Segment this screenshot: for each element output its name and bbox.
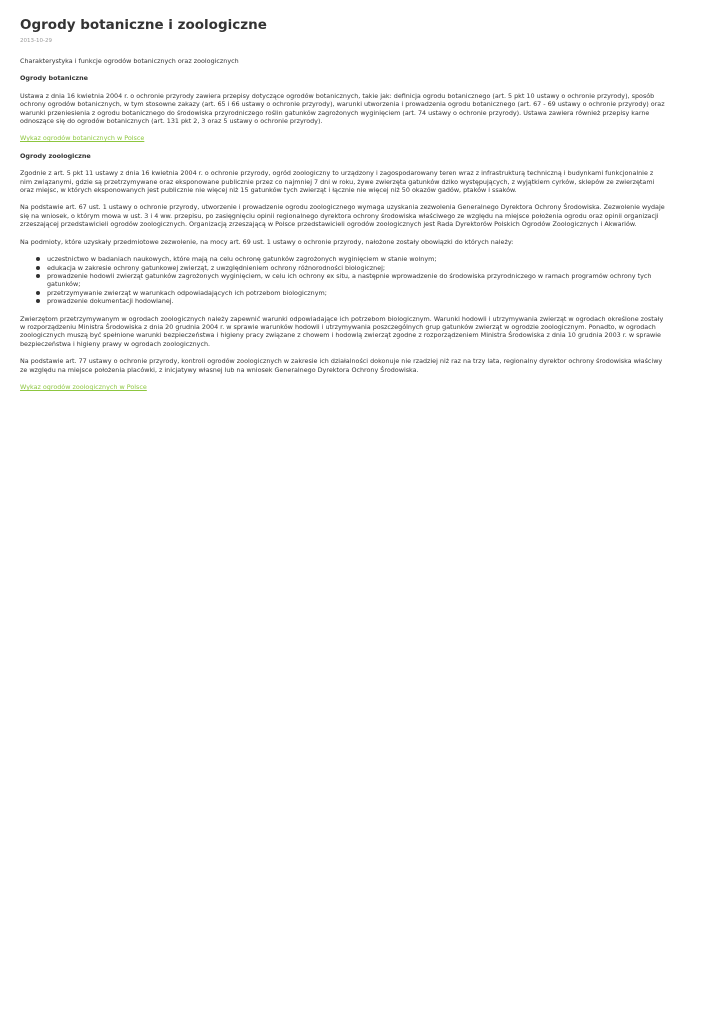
zoological-paragraph-4: Zwierzętom przetrzymywanym w ogrodach zoologicznych należy zapewnić warunki odpowiadające ich potrzebom biologicznym. Warunki hodowli i utrzymywania zwierząt w ogrodach określone zostały w rozporządzeniu Ministra Środowiska z dnia 20 grudnia 2004 r. w sprawie warunków hodowli i utrzymywania poszczególnych grup gatunków zwierząt w ogrodzie zoologicznym. Ponadto, w ogrodach zoologicznych muszą być spełnione warunki bezpieczeństwa i higieny pracy związane z chowem i hodowlą zwierząt zgodne z rozporządzeniem Ministra Środowiska z dnia 10 grudnia 2003 r. w sprawie bezpieczeństwa i higieny prawy w ogrodach zoologicznych. [20,314,664,348]
zoological-gardens-list-link[interactable]: Wykaz ogrodów zoologicznych w Polsce [20,382,147,391]
botanical-gardens-list-link[interactable]: Wykaz ogrodów botanicznych w Polsce [20,134,145,143]
zoological-paragraph-1: Zgodnie z art. 5 pkt 11 ustawy z dnia 16 kwietnia 2004 r. o ochronie przyrody, ogród zoologiczny to urządzony i zagospodarowany teren wraz z infrastrukturą techniczną i budynkami funkcjonalnie z nim związanymi, gdzie są przetrzymywane oraz eksponowane publicznie przez co najmniej 7 dni w roku, żywe zwierzęta gatunków dziko występujących, z wyjątkiem cyrków, sklepów ze zwierzętami oraz miejsc, w których eksponowanych jest publicznie nie więcej niż 15 gatunków tych zwierząt i łącznie nie więcej niż 50 okazów gadów, ptaków i ssaków. [20,169,655,195]
list-item: prowadzenie hodowli zwierząt gatunków zagrożonych wyginięciem, w celu ich ochrony ex situ, a następnie wprowadzenie do środowiska przyrodniczego w ramach programów ochrony tych gatunków; [20,272,665,289]
botanical-heading: Ogrody botaniczne [20,74,88,83]
list-item: prowadzenie dokumentacji hodowlanej. [20,297,665,305]
duties-list [20,255,665,305]
list-item: uczestnictwo w badaniach naukowych, które mają na celu ochronę gatunków zagrożonych wyginięciem w stanie wolnym; [20,255,665,263]
page-title: Ogrody botaniczne i zoologiczne [20,17,267,33]
botanical-paragraph: Ustawa z dnia 16 kwietnia 2004 r. o ochronie przyrody zawiera przepisy dotyczące ogrodów botanicznych, takie jak: definicja ogrodu botanicznego (art. 5 pkt 10 ustawy o ochronie przyrody), sposób ochrony ogrodów botanicznych, w tym stosowne zakazy (art. 65 i 66 ustawy o ochronie przyrody), warunki utworzenia i prowadzenia ogrodu botanicznego (art. 67 - 69 ustawy o ochronie przyrody) oraz warunki przeniesienia z ogrodu botanicznego do środowiska przyrodniczego roślin gatunków zagrożonych wyginięciem (art. 74 ustawy o ochronie przyrody). Ustawa zawiera również przepisy karne odnoszące się do ogrodów botanicznych (art. 131 pkt 2, 3 oraz 5 ustawy o ochronie przyrody). [20,91,665,126]
article-subtitle: Charakterystyka i funkcje ogrodów botanicznych oraz zoologicznych [20,57,239,65]
article-content [20,57,665,391]
botanical-link-paragraph [20,134,665,142]
zoological-paragraph-2: Na podstawie art. 67 ust. 1 ustawy o ochronie przyrody, utworzenie i prowadzenie ogrodu zoologicznego wymaga uzyskania zezwolenia Generalnego Dyrektora Ochrony Środowiska. Zezwolenie wydaje się na wniosek, o którym mowa w ust. 3 i 4 ww. przepisu, po zasięgnięciu opinii regionalnego dyrektora ochrony środowiska właściwego ze względu na miejsce położenia ogrodu oraz opinii organizacji zrzeszającej przedstawicieli ogrodów zoologicznych. Organizacją zrzeszającą w Polsce przedstawicieli ogrodów zoologicznych jest Rada Dyrektorów Polskich Ogrodów Zoologicznych i Akwariów. [20,203,665,229]
zoological-link-paragraph [20,383,665,391]
list-item: edukacja w zakresie ochrony gatunkowej zwierząt, z uwzględnieniem ochrony różnorodności biologicznej; [20,264,665,272]
zoological-paragraph-3: Na podmioty, które uzyskały przedmiotowe zezwolenie, na mocy art. 69 ust. 1 ustawy o ochronie przyrody, nałożone zostały obowiązki do których należy: [20,237,514,246]
list-item: przetrzymywanie zwierząt w warunkach odpowiadających ich potrzebom biologicznym; [20,289,665,297]
zoological-paragraph-5: Na podstawie art. 77 ustawy o ochronie przyrody, kontroli ogrodów zoologicznych w zakresie ich działalności dokonuje nie rzadziej niż raz na trzy lata, regionalny dyrektor ochrony środowiska właściwy ze względu na miejsce położenia placówki, z inicjatywy własnej lub na wniosek Generalnego Dyrektora Ochrony Środowiska. [20,357,663,374]
zoological-heading: Ogrody zoologiczne [20,151,91,160]
publication-date: 2013-10-29 [20,38,52,44]
